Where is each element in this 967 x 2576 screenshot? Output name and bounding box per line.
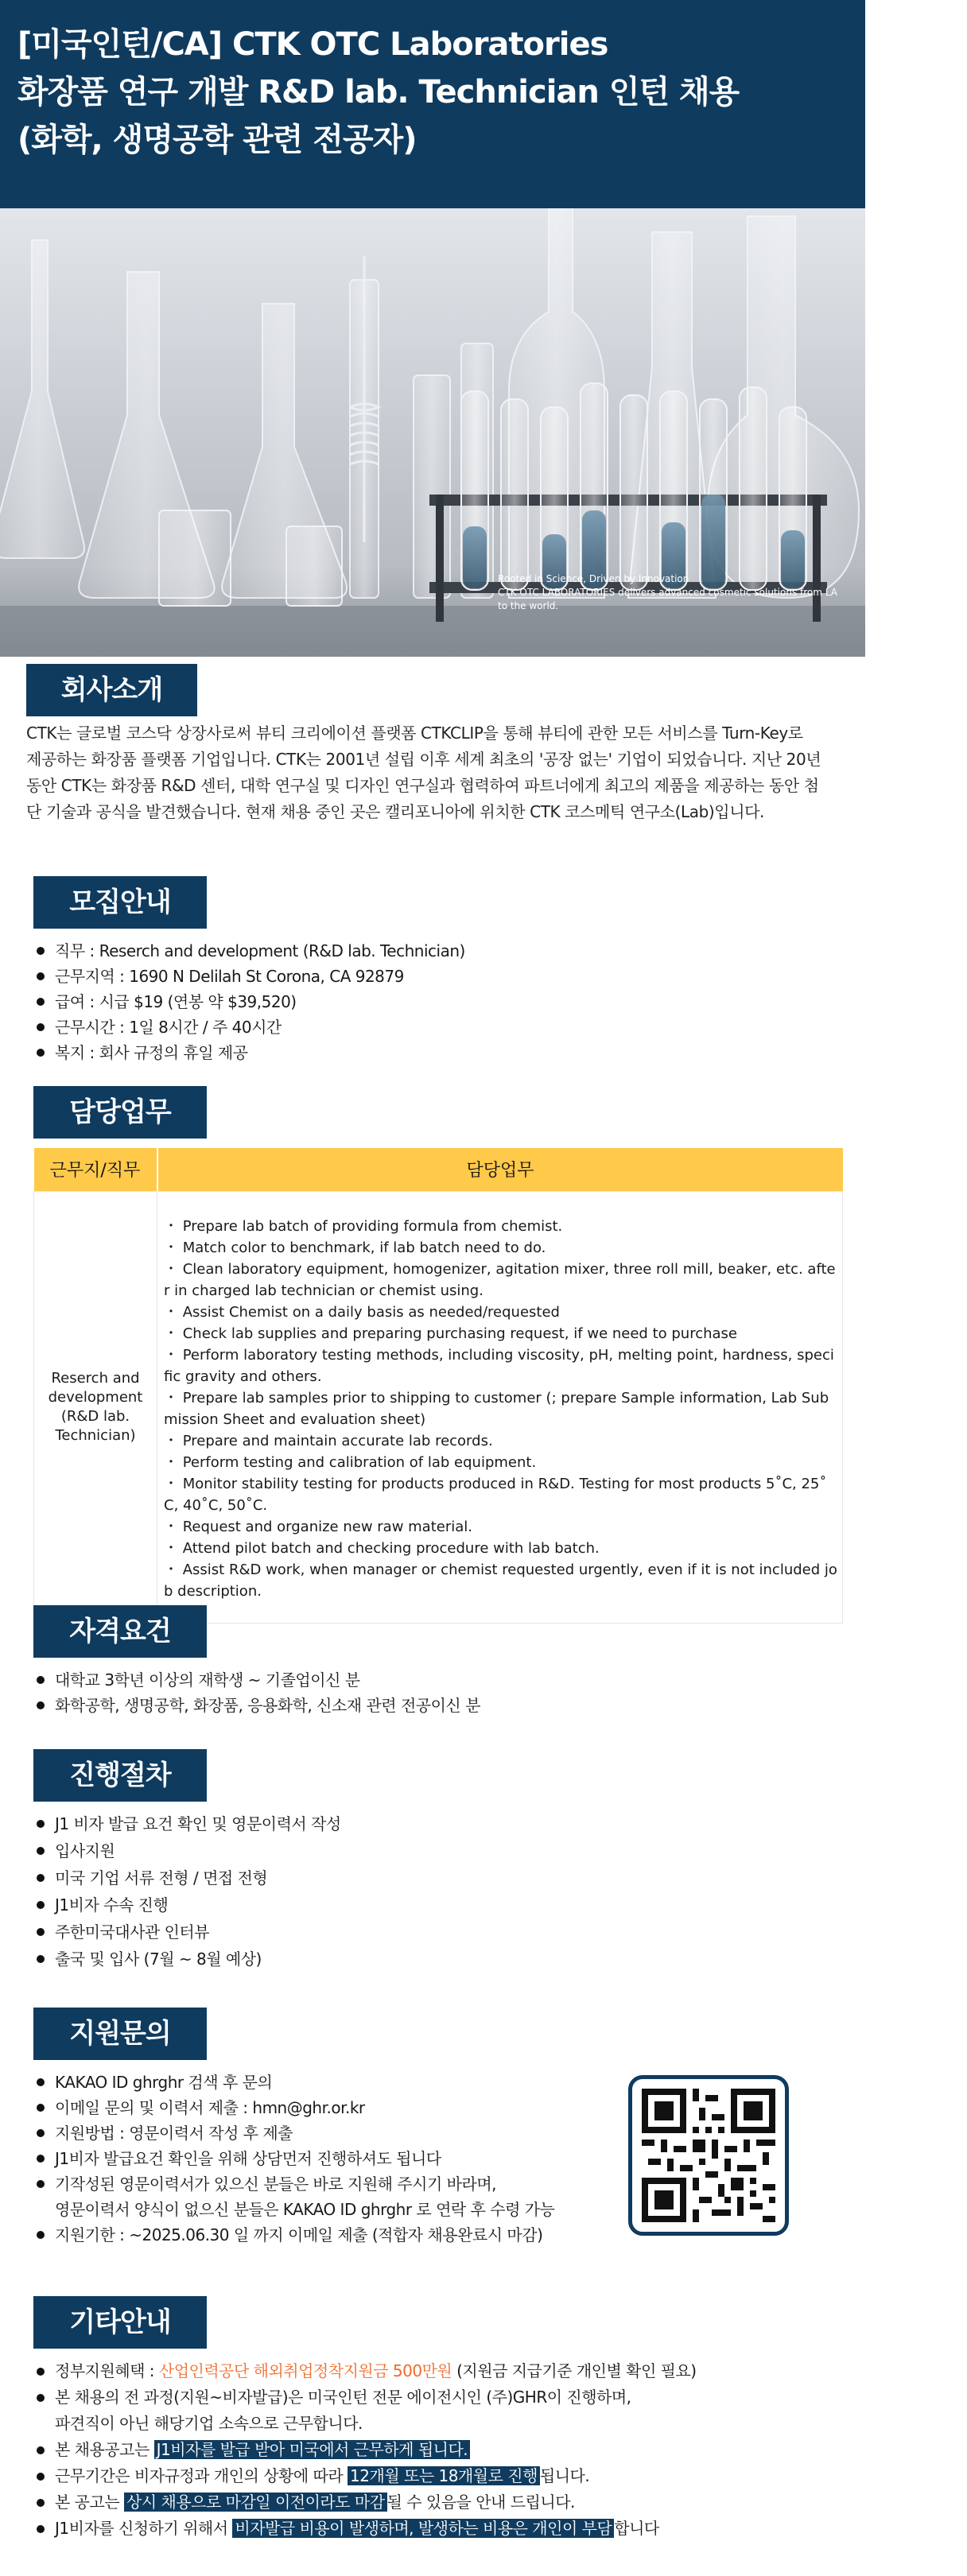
task-item: ・ Prepare lab batch of providing formula from chemist. — [164, 1217, 563, 1235]
process-step: J1비자 수속 진행 — [26, 1891, 341, 1918]
qr-code-icon — [642, 2089, 775, 2222]
etc-item-subsidy-highlight: 산업인력공단 해외취업정착지원금 500만원 — [158, 2361, 452, 2380]
process-list — [26, 1810, 341, 1973]
header-title-line3: (화학, 생명공학 관련 전공자) — [17, 122, 417, 158]
etc-item-deadline-text: 본 공고는 — [55, 2493, 124, 2512]
etc-item-cost-highlight: 비자발급 비용이 발생하며, 발생하는 비용은 개인이 부담 — [232, 2519, 614, 2538]
hero-caption-line1: Rooted in Science, Driven by Innovation — [498, 573, 689, 584]
process-step: 주한미국대사관 인터뷰 — [26, 1918, 341, 1946]
recruit-item-job: 직무 : Reserch and development (R&D lab. Technician) — [26, 938, 465, 964]
etc-item-period-text: 근무기간은 비자규정과 개인의 상황에 따라 — [55, 2466, 348, 2485]
contact-list — [26, 2070, 554, 2248]
task-item: ・ Perform laboratory testing methods, including viscosity, pH, melting point, hardness, specific gravity and others. — [164, 1346, 834, 1385]
qualification-item: 화학공학, 생명공학, 화장품, 응용화학, 신소재 관련 전공이신 분 — [26, 1693, 480, 1718]
task-item: ・ Match color to benchmark, if lab batch need to do. — [164, 1239, 546, 1256]
section-title-qualification: 자격요건 — [33, 1605, 207, 1658]
hero-lab-image — [0, 208, 865, 657]
task-item: ・ Perform testing and calibration of lab equipment. — [164, 1453, 537, 1471]
qualification-item: 대학교 3학년 이상의 재학생 ~ 기졸업이신 분 — [26, 1667, 480, 1693]
process-step: 미국 기업 서류 전형 / 면접 전형 — [26, 1864, 341, 1891]
page-header — [0, 0, 865, 208]
section-title-etc: 기타안내 — [33, 2296, 207, 2349]
process-step: 입사지원 — [26, 1837, 341, 1864]
task-item: ・ Check lab supplies and preparing purchasing request, if we need to purchase — [164, 1325, 737, 1342]
etc-item-period-suffix: 됩니다. — [539, 2466, 590, 2485]
etc-item-visa-text: 본 채용공고는 — [55, 2440, 154, 2459]
process-step: 출국 및 입사 (7월 ~ 8월 예상) — [26, 1946, 341, 1973]
recruit-list — [26, 938, 465, 1065]
section-title-company: 회사소개 — [26, 664, 197, 716]
section-title-process: 진행절차 — [33, 1749, 207, 1802]
section-title-duties: 담당업무 — [33, 1086, 207, 1139]
duties-tasks-cell — [157, 1191, 843, 1623]
company-description: CTK는 글로벌 코스닥 상장사로써 뷰티 크리에이션 플랫폼 CTKCLIP을 통해 뷰티에 관한 모든 서비스를 Turn-Key로 제공하는 화장품 플랫폼 기업입니다. CTK는 2001년 설립 이후 세계 최초의 '공장 없는' 기업이 되었습니다. 지난 20년 동안 CTK는 화장품 R&D 센터, 대학 연구실 및 디자인 연구실과 협력하여 파트너에게 최고의 제품을 제공하는 동안 첨단 기술과 공식을 발견했습니다. 현재 채용 중인 곳은 캘리포니아에 위치한 CTK 코스메틱 연구소(Lab)입니다. — [26, 724, 821, 821]
contact-item-kakao: KAKAO ID ghrghr 검색 후 문의 — [26, 2070, 554, 2095]
task-item: ・ Request and organize new raw material. — [164, 1518, 473, 1535]
etc-item-agency — [26, 2384, 697, 2437]
etc-item-period-highlight: 12개월 또는 18개월로 진행 — [348, 2466, 540, 2485]
process-step: J1 비자 발급 요건 확인 및 영문이력서 작성 — [26, 1810, 341, 1837]
contact-item-resume — [26, 2171, 554, 2222]
task-item: ・ Assist R&D work, when manager or chemist requested urgently, even if it is not included job description. — [164, 1561, 837, 1600]
contact-item-email: 이메일 문의 및 이력서 제출 : hmn@ghr.or.kr — [26, 2095, 554, 2120]
etc-item-cost-suffix: 합니다 — [614, 2519, 659, 2538]
etc-item-subsidy — [26, 2358, 697, 2384]
etc-item-deadline — [26, 2489, 697, 2516]
task-item: ・ Assist Chemist on a daily basis as needed/requested — [164, 1303, 560, 1321]
hero-caption-line2: CTK OTC LABORATORIES delivers advanced cosmetic solutions from LA to the world. — [498, 587, 837, 611]
etc-item-deadline-highlight: 상시 채용으로 마감일 이전이라도 마감 — [124, 2493, 387, 2512]
recruit-item-benefits: 복지 : 회사 규정의 휴일 제공 — [26, 1040, 465, 1065]
etc-item-visa — [26, 2437, 697, 2463]
etc-item-cost-text: J1비자를 신청하기 위해서 — [55, 2519, 233, 2538]
etc-item-deadline-suffix: 될 수 있음을 안내 드립니다. — [386, 2493, 575, 2512]
kakao-qr-code[interactable] — [628, 2075, 789, 2236]
contact-item-consult: J1비자 발급요건 확인을 위해 상담먼저 진행하셔도 됩니다 — [26, 2146, 554, 2171]
task-item: ・ Monitor stability testing for products produced in R&D. Testing for most products 5˚C, 25˚C, 40˚C, 50˚C. — [164, 1475, 827, 1514]
contact-item-deadline: 지원기한 : ~2025.06.30 일 까지 이메일 제출 (적합자 채용완료시 마감) — [26, 2222, 554, 2248]
recruit-item-location: 근무지역 : 1690 N Delilah St Corona, CA 92879 — [26, 964, 465, 989]
etc-item-visa-highlight: J1비자를 발급 받아 미국에서 근무하게 됩니다. — [154, 2440, 471, 2459]
duties-header-tasks: 담당업무 — [157, 1148, 843, 1191]
section-title-recruit: 모집안내 — [33, 876, 207, 929]
etc-item-agency-line2: 파견직이 아닌 해당기업 소속으로 근무합니다. — [55, 2414, 363, 2433]
qualification-list — [26, 1667, 480, 1718]
etc-item-cost — [26, 2516, 697, 2542]
duties-role-cell: Reserch and development (R&D lab. Technician) — [34, 1191, 157, 1623]
hero-caption — [498, 572, 848, 613]
task-item: ・ Prepare and maintain accurate lab records. — [164, 1432, 493, 1449]
etc-item-subsidy-note: (지원금 지급기준 개인별 확인 필요) — [452, 2361, 697, 2380]
task-item: ・ Prepare lab samples prior to shipping to customer (; prepare Sample information, Lab Submission Sheet and evaluation sheet) — [164, 1389, 829, 1428]
contact-item-method: 지원방법 : 영문이력서 작성 후 제출 — [26, 2120, 554, 2146]
recruit-item-salary: 급여 : 시급 $19 (연봉 약 $39,520) — [26, 989, 465, 1014]
duties-table — [33, 1148, 843, 1624]
etc-item-subsidy-label: 정부지원혜택 : — [55, 2361, 159, 2380]
task-item: ・ Attend pilot batch and checking procedure with lab batch. — [164, 1539, 600, 1557]
contact-item-resume-line2: 영문이력서 양식이 없으신 분들은 KAKAO ID ghrghr 로 연락 후 수령 가능 — [55, 2200, 555, 2219]
etc-list — [26, 2358, 697, 2542]
header-title-line2: 화장품 연구 개발 R&D lab. Technician 인턴 채용 — [17, 74, 740, 111]
etc-item-period — [26, 2463, 697, 2489]
task-item: ・ Clean laboratory equipment, homogenizer, agitation mixer, three roll mill, beaker, etc. after in charged lab technician or chemist using. — [164, 1260, 836, 1299]
etc-item-agency-line1: 본 채용의 전 과정(지원~비자발급)은 미국인턴 전문 에이전시인 (주)GHR이 진행하며, — [55, 2388, 631, 2407]
header-title-line1: [미국인턴/CA] CTK OTC Laboratories — [17, 26, 608, 63]
recruit-item-hours: 근무시간 : 1일 8시간 / 주 40시간 — [26, 1014, 465, 1040]
section-title-contact: 지원문의 — [33, 2008, 207, 2060]
contact-item-resume-line1: 기작성된 영문이력서가 있으신 분들은 바로 지원해 주시기 바라며, — [55, 2174, 496, 2194]
duties-header-role: 근무지/직무 — [34, 1148, 157, 1191]
